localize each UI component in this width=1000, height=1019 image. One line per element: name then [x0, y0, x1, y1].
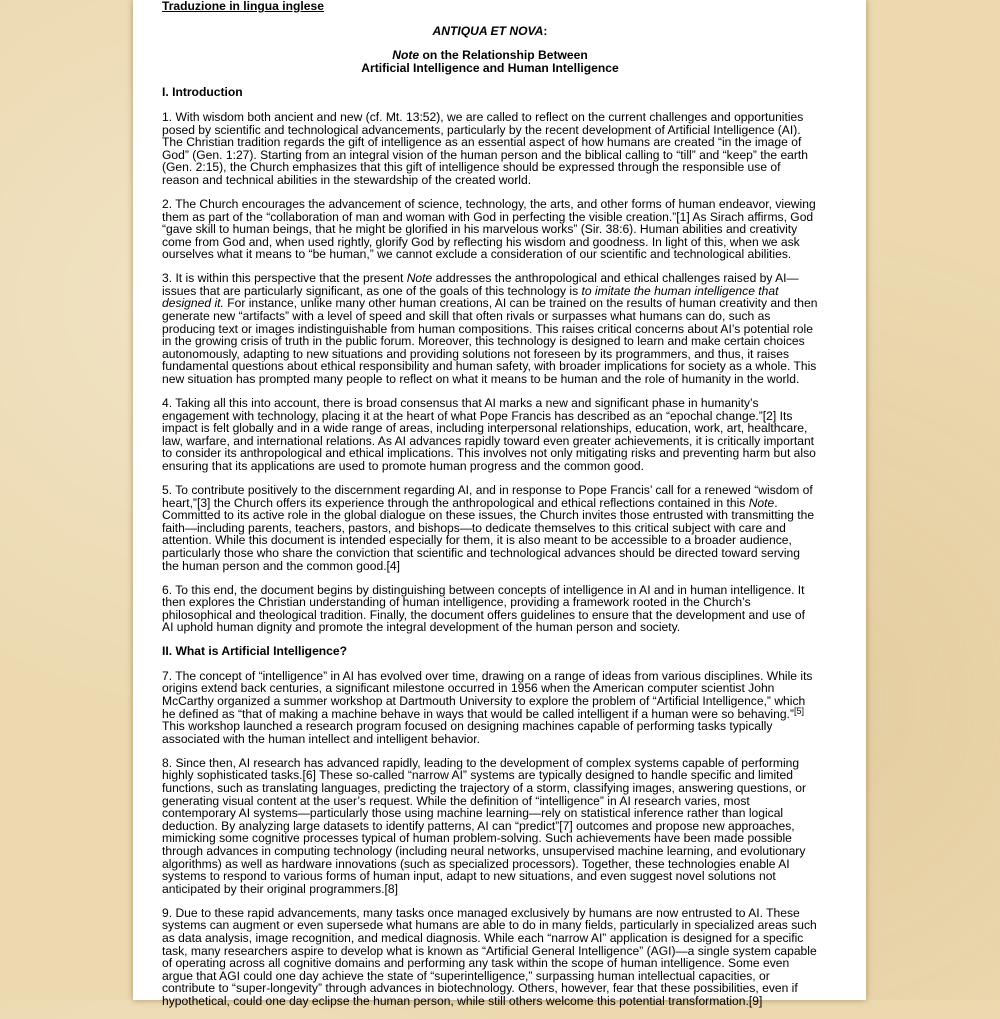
paragraph-5-note: Note — [748, 495, 775, 510]
document-title-colon: : — [543, 23, 548, 38]
document-content — [162, 0, 818, 1019]
document-page — [133, 0, 866, 1008]
paragraph-3-text-b: addresses the anthropological and ethical challenges raised by AI—issues that are particularly significant, as one of the goals of this technology is — [162, 271, 799, 298]
paragraph-3 — [162, 272, 818, 385]
paragraph-3-text-a: 3. It is within this perspective that the present — [162, 271, 407, 286]
paragraph-3-italic: to imitate the human intelligence that designed it. — [162, 283, 779, 311]
paragraph-7-text-a: 7. The concept of “intelligence” in AI has evolved over time, drawing on a range of ideas from various disciplines. While its origins extend back centuries, a significant milestone occurred in 1956 when the American computer scientist John McCarthy organized a summer workshop at Dartmouth University to explore the problem of “Artificial Intelligence,” which he defined as “that of making a machine behave in ways that would be called intelligent if a human were so behaving.” — [162, 668, 813, 721]
paragraph-7-text-b: This workshop launched a research program focused on designing machines capable of performing tasks typically associated with the human intellect and intelligent behavior. — [162, 719, 773, 746]
paragraph-6: 6. To this end, the document begins by distinguishing between concepts of intelligence in AI and in human intelligence. It then explores the Christian understanding of human intelligence, providing a framework rooted in the Church’s philosophical and theological tradition. Finally, the document offers guidelines to ensure that the development and use of AI uphold human dignity and promote the integral development of the human person and society. — [162, 582, 805, 635]
section-heading-introduction: I. Introduction — [162, 85, 243, 100]
paragraph-7 — [162, 670, 818, 746]
paragraph-5-text-b: . Committed to its active role in the global dialogue on these issues, the Church invites those entrusted with transmitting the faith—including parents, teachers, pastors, and bishops—to dedicate themselves to this critical subject with care and attention. While this document is intended especially for them, it is also meant to be accessible to a broader audience, particularly those who share the conviction that scientific and technological advances should be directed toward serving the human person and the common good.[4] — [162, 495, 815, 573]
translation-link[interactable]: Traduzione in lingua inglese — [162, 0, 324, 13]
paragraph-5-text-a: 5. To contribute positively to the discernment regarding AI, and in response to Pope Francis’ call for a renewed “wisdom of heart,”[3] the Church offers its experience through the anthropological and ethical reflections contained in this — [162, 482, 813, 510]
footnote-ref-5[interactable]: [5] — [793, 705, 804, 716]
paragraph-5 — [162, 484, 818, 572]
paragraph-9: 9. Due to these rapid advancements, many tasks once managed exclusively by humans are now entrusted to AI. These systems can augment or even supersede what humans are able to do in many fields, particularly in specialized areas such as data analysis, image recognition, and medical diagnosis. While each “narrow AI” application is designed for a specific task, many researchers aspire to develop what is known as “Artificial General Intelligence” (AGI)—a single system capable of operating across all cognitive domains and performing any task within the scope of human intelligence. Some even argue that AGI could one day achieve the state of “superintelligence,” surpassing human intellectual capacities, or contribute to “super-longevity” through advances in biotechnology. Others, however, fear that these possibilities, even if hypothetical, could one day eclipse the human person, while still others welcome this potential transformation.[9] — [162, 905, 817, 1008]
paragraph-8: 8. Since then, AI research has advanced rapidly, leading to the development of complex systems capable of performing highly sophisticated tasks.[6] These so-called “narrow AI” systems are typically designed to handle specific and limited functions, such as translating languages, predicting the trajectory of a storm, classifying images, answering questions, or generating visual content at the user’s request. While the definition of “intelligence” in AI research varies, most contemporary AI systems—particularly those using machine learning—rely on statistical inference rather than logical deduction. By analyzing large datasets to identify patterns, AI can “predict”[7] outcomes and propose new approaches, mimicking some cognitive processes typical of human problem-solving. Such achievements have been made possible through advances in computing technology (including neural networks, unsupervised machine learning, and evolutionary algorithms) as well as hardware innovations (such as specialized processors). Together, these technologies enable AI systems to respond to various forms of human input, adapt to new situations, and even suggest novel solutions not anticipated by their original programmers.[8] — [162, 755, 806, 896]
subtitle-note-word: Note — [392, 48, 420, 63]
paragraph-3-note: Note — [406, 271, 433, 286]
document-title-text: ANTIQUA ET NOVA — [432, 23, 544, 38]
subtitle-line1: on the Relationship Between — [419, 48, 588, 63]
paragraph-2: 2. The Church encourages the advancement of science, technology, the arts, and other forms of human endeavor, viewing them as part of the “collaboration of man and woman with God in perfecting the visible creation.”[1] As Sirach affirms, God “gave skill to human beings, that he might be glorified in his marvelous works” (Sir. 38:6). Human abilities and creativity come from God and, when used rightly, glorify God by reflecting his wisdom and goodness. In light of this, when we ask ourselves what it means to “be human,” we cannot exclude a consideration of our scientific and technological abilities. — [162, 196, 816, 262]
paragraph-1: 1. With wisdom both ancient and new (cf. Mt. 13:52), we are called to reflect on the current challenges and opportunities posed by scientific and technological advancements, particularly by the recent development of Artificial Intelligence (AI). The Christian tradition regards the gift of intelligence as an essential aspect of how humans are created “in the image of God” (Gen. 1:27). Starting from an integral vision of the human person and the biblical calling to “till” and “keep” the earth (Gen. 2:15), the Church emphasizes that this gift of intelligence should be expressed through the responsible use of reason and technical abilities in the stewardship of the created world. — [162, 109, 809, 187]
document-title — [162, 25, 818, 38]
paragraph-4: 4. Taking all this into account, there is broad consensus that AI marks a new and significant phase in humanity’s engagement with technology, placing it at the heart of what Pope Francis has described as an “epochal change.”[2] Its impact is felt globally and in a wide range of areas, including interpersonal relationships, education, work, art, healthcare, law, warfare, and international relations. As AI advances rapidly toward even greater achievements, it is critically important to consider its anthropological and ethical implications. This involves not only mitigating risks and preventing harm but also ensuring that its applications are used to promote human progress and the common good. — [162, 396, 816, 473]
section-heading-what-is-ai: II. What is Artificial Intelligence? — [162, 644, 348, 659]
paragraph-3-text-c: For instance, unlike many other human creations, AI can be trained on the results of human creativity and then generate new “artifacts” with a level of speed and skill that often rivals or surpasses what humans can do, such as producing text or images indistinguishable from human compositions. This raises critical concerns about AI’s potential role in the growing crisis of truth in the public forum. Moreover, this technology is designed to learn and make certain choices autonomously, adapting to new situations and providing solutions not foreseen by its programmers, and thus, it raises fundamental questions about ethical responsibility and human safety, with broader implications for society as a whole. This new situation has prompted many people to reflect on what it means to be human and the role of humanity in the world. — [162, 296, 818, 387]
document-subtitle — [162, 49, 818, 74]
subtitle-line2: Artificial Intelligence and Human Intelligence — [361, 60, 619, 75]
